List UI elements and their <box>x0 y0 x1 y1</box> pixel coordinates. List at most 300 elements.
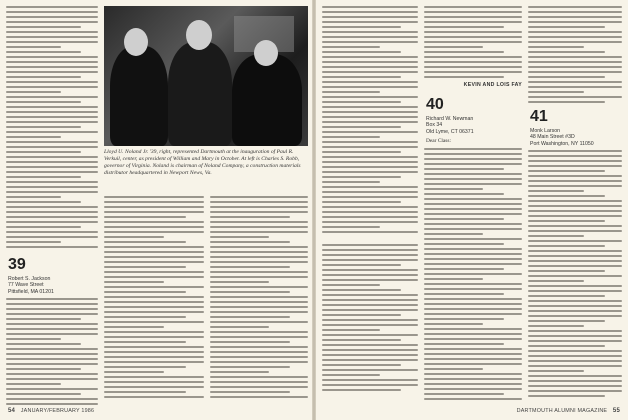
text-line <box>210 281 269 283</box>
text-line <box>528 76 605 78</box>
text-line <box>528 190 584 192</box>
text-line <box>6 166 98 168</box>
text-line <box>6 328 98 330</box>
text-line <box>210 221 308 223</box>
text-line <box>322 254 418 256</box>
text-line <box>6 96 98 98</box>
text-line <box>6 206 98 208</box>
right-footer <box>517 408 620 414</box>
text-line <box>528 360 622 362</box>
text-line <box>322 121 418 123</box>
text-line <box>104 316 186 318</box>
text-line <box>322 231 418 233</box>
text-line <box>322 41 418 43</box>
text-line <box>6 181 98 183</box>
text-line <box>424 198 522 200</box>
class-40-salutation: Dear Class: <box>426 138 452 144</box>
text-line <box>210 236 269 238</box>
text-line <box>424 31 522 33</box>
text-line <box>424 298 522 300</box>
text-line <box>424 293 504 295</box>
text-line <box>528 225 622 227</box>
class-number-40: 40 <box>426 96 444 113</box>
signature-kevin-lois-fay: KEVIN AND LOIS FAY <box>463 82 522 88</box>
text-line <box>424 66 522 68</box>
text-line <box>104 361 204 363</box>
text-line <box>6 141 98 143</box>
text-line <box>528 205 622 207</box>
text-line <box>210 331 308 333</box>
text-line <box>322 264 401 266</box>
text-line <box>424 308 522 310</box>
text-line <box>322 309 418 311</box>
text-line <box>322 126 401 128</box>
text-line <box>210 226 308 228</box>
text-line <box>528 230 622 232</box>
text-line <box>322 81 418 83</box>
text-line <box>424 318 504 320</box>
text-line <box>104 351 204 353</box>
text-line <box>528 385 622 387</box>
text-line <box>6 171 98 173</box>
text-line <box>322 374 380 376</box>
text-line <box>322 314 401 316</box>
text-line <box>528 51 605 53</box>
text-line <box>6 66 98 68</box>
text-line <box>6 11 98 13</box>
text-line <box>6 46 61 48</box>
text-line <box>322 389 401 391</box>
text-line <box>322 21 418 23</box>
text-line <box>528 16 622 18</box>
text-line <box>6 236 98 238</box>
text-line <box>424 273 522 275</box>
text-line <box>104 381 204 383</box>
text-line <box>104 331 204 333</box>
text-line <box>6 156 98 158</box>
text-line <box>528 295 605 297</box>
text-line <box>528 345 605 347</box>
text-line <box>6 76 81 78</box>
text-line <box>322 221 418 223</box>
text-line <box>322 101 401 103</box>
text-line <box>528 31 622 33</box>
text-line <box>6 26 81 28</box>
text-line <box>528 270 605 272</box>
text-line <box>104 376 204 378</box>
text-line <box>322 216 418 218</box>
text-line <box>104 306 204 308</box>
text-line <box>322 11 418 13</box>
text-line <box>424 278 483 280</box>
text-line <box>322 384 418 386</box>
text-line <box>322 111 418 113</box>
text-line <box>210 276 308 278</box>
text-line <box>6 151 81 153</box>
text-line <box>6 81 98 83</box>
text-line <box>528 26 605 28</box>
text-line <box>104 321 204 323</box>
text-line <box>6 363 98 365</box>
text-line <box>528 195 605 197</box>
text-line <box>424 56 522 58</box>
text-line <box>6 398 98 400</box>
text-line <box>104 236 164 238</box>
text-line <box>322 339 401 341</box>
text-line <box>104 256 204 258</box>
text-line <box>322 86 418 88</box>
class-40-address: Richard W. Newman Box 34 Old Lyme, CT 06371 <box>426 116 474 135</box>
text-line <box>322 269 418 271</box>
text-line <box>424 158 522 160</box>
text-line <box>424 388 522 390</box>
text-line <box>6 323 98 325</box>
text-line <box>322 334 418 336</box>
text-line <box>210 311 308 313</box>
text-line <box>210 246 308 248</box>
text-line <box>528 81 622 83</box>
text-line <box>322 176 401 178</box>
text-line <box>322 116 418 118</box>
text-line <box>104 196 204 198</box>
text-line <box>6 36 98 38</box>
text-line <box>528 350 622 352</box>
text-line <box>104 311 204 313</box>
right-page <box>316 0 628 420</box>
text-line <box>424 163 522 165</box>
text-line <box>528 46 584 48</box>
text-line <box>424 373 522 375</box>
text-line <box>210 296 308 298</box>
text-line <box>528 86 622 88</box>
text-line <box>104 341 186 343</box>
text-line <box>322 146 418 148</box>
text-line <box>528 160 622 162</box>
text-line <box>104 261 204 263</box>
text-line <box>322 56 418 58</box>
text-line <box>104 246 204 248</box>
text-line <box>424 21 522 23</box>
text-line <box>6 378 98 380</box>
text-line <box>528 170 605 172</box>
magazine-name: DARTMOUTH ALUMNI MAGAZINE <box>516 408 608 414</box>
text-line <box>424 328 522 330</box>
text-line <box>424 183 522 185</box>
text-line <box>424 243 504 245</box>
text-line <box>424 168 504 170</box>
text-line <box>424 193 504 195</box>
text-line <box>6 383 61 385</box>
text-line <box>528 21 622 23</box>
text-line <box>322 31 418 33</box>
text-line <box>528 215 622 217</box>
text-line <box>6 388 98 390</box>
text-line <box>6 373 98 375</box>
text-line <box>322 369 418 371</box>
text-line <box>6 131 98 133</box>
class-39-address: Robert S. Jackson 77 Wave Street Pittsfield, MA 01201 <box>8 276 54 295</box>
text-line <box>424 153 522 155</box>
text-line <box>528 175 622 177</box>
text-line <box>322 249 418 251</box>
text-line <box>528 150 622 152</box>
text-line <box>528 101 605 103</box>
photo-caption: Lloyd U. Noland Jr. '39, right, represented Dartmouth at the inauguration of Paul R. Verkuil, center, as president of William and Mary in October. At left is Charles S. Robb, governor of Virginia. Noland is chairman of Noland Company, a construction materials distributor headquartered in Newport News, Va. <box>104 149 301 176</box>
text-line <box>6 91 61 93</box>
text-line <box>6 216 98 218</box>
text-line <box>322 131 418 133</box>
text-line <box>6 343 81 345</box>
text-line <box>322 186 418 188</box>
text-line <box>6 16 98 18</box>
text-line <box>210 256 308 258</box>
text-line <box>210 306 308 308</box>
left-page <box>0 0 312 420</box>
text-line <box>528 71 622 73</box>
page-number-54: 54 <box>8 408 16 414</box>
text-line <box>6 6 98 8</box>
text-line <box>424 288 522 290</box>
text-line <box>104 286 204 288</box>
text-line <box>528 355 622 357</box>
text-line <box>6 308 98 310</box>
text-line <box>528 280 584 282</box>
text-line <box>210 336 308 338</box>
text-line <box>104 291 186 293</box>
text-line <box>528 300 622 302</box>
text-line <box>424 253 522 255</box>
class-number-39: 39 <box>8 256 26 273</box>
text-line <box>322 379 418 381</box>
text-line <box>6 161 98 163</box>
text-line <box>322 211 418 213</box>
text-line <box>322 354 418 356</box>
text-line <box>210 396 308 398</box>
text-line <box>424 233 483 235</box>
text-line <box>210 216 290 218</box>
text-line <box>210 356 308 358</box>
text-line <box>210 326 269 328</box>
text-line <box>424 71 522 73</box>
text-line <box>6 221 98 223</box>
text-line <box>6 353 98 355</box>
text-line <box>424 248 522 250</box>
text-line <box>424 323 483 325</box>
text-line <box>6 368 81 370</box>
text-line <box>6 146 98 148</box>
text-line <box>322 349 418 351</box>
text-line <box>322 289 401 291</box>
text-line <box>322 294 418 296</box>
text-line <box>210 196 308 198</box>
text-line <box>528 260 622 262</box>
text-line <box>528 56 622 58</box>
text-line <box>322 181 380 183</box>
text-line <box>424 353 522 355</box>
text-line <box>6 403 98 405</box>
text-line <box>424 263 522 265</box>
text-line <box>424 188 483 190</box>
text-line <box>322 46 380 48</box>
text-line <box>528 235 584 237</box>
text-line <box>528 66 622 68</box>
text-line <box>424 6 522 8</box>
text-line <box>6 56 98 58</box>
text-line <box>322 26 401 28</box>
text-line <box>322 6 418 8</box>
text-line <box>322 319 418 321</box>
text-line <box>6 298 98 300</box>
text-line <box>424 218 504 220</box>
text-line <box>424 76 504 78</box>
text-line <box>322 359 418 361</box>
text-line <box>210 201 308 203</box>
text-line <box>210 251 308 253</box>
text-line <box>528 185 622 187</box>
text-line <box>528 390 622 392</box>
text-line <box>528 365 622 367</box>
text-line <box>210 346 308 348</box>
text-line <box>424 213 522 215</box>
text-line <box>322 91 380 93</box>
text-line <box>210 231 308 233</box>
text-line <box>322 151 401 153</box>
text-line <box>104 356 204 358</box>
text-line <box>322 226 380 228</box>
text-line <box>322 36 418 38</box>
text-line <box>104 391 186 393</box>
text-line <box>6 126 81 128</box>
text-line <box>424 343 504 345</box>
text-line <box>424 303 522 305</box>
text-line <box>104 281 164 283</box>
text-line <box>6 101 81 103</box>
text-line <box>6 303 98 305</box>
text-line <box>424 398 522 400</box>
text-line <box>424 363 522 365</box>
text-line <box>528 255 622 257</box>
text-line <box>210 291 290 293</box>
text-line <box>210 206 308 208</box>
text-line <box>6 318 81 320</box>
text-line <box>6 186 98 188</box>
text-line <box>6 31 98 33</box>
class-41-address: Monk Larson 48 Main Street #3D Port Washington, NY 11050 <box>530 128 594 147</box>
text-line <box>424 51 504 53</box>
text-line <box>210 266 290 268</box>
text-line <box>104 396 204 398</box>
text-line <box>528 165 622 167</box>
text-line <box>104 371 164 373</box>
text-line <box>424 258 522 260</box>
text-line <box>6 176 81 178</box>
text-line <box>6 358 98 360</box>
text-line <box>104 211 204 213</box>
text-line <box>528 315 622 317</box>
text-line <box>424 11 522 13</box>
text-line <box>528 305 622 307</box>
text-line <box>528 310 622 312</box>
text-line <box>104 216 186 218</box>
text-line <box>6 211 98 213</box>
text-line <box>424 173 522 175</box>
text-line <box>424 36 522 38</box>
text-line <box>528 275 622 277</box>
text-line <box>322 156 418 158</box>
text-line <box>104 346 204 348</box>
text-line <box>322 206 418 208</box>
text-line <box>322 61 418 63</box>
text-line <box>210 271 308 273</box>
text-line <box>104 366 186 368</box>
text-line <box>322 344 418 346</box>
text-line <box>424 228 522 230</box>
inauguration-photo <box>104 6 308 146</box>
text-line <box>322 244 418 246</box>
text-line <box>322 141 418 143</box>
text-line <box>210 351 308 353</box>
text-line <box>528 265 622 267</box>
text-line <box>528 395 605 397</box>
text-line <box>528 285 622 287</box>
text-line <box>104 251 204 253</box>
text-line <box>528 290 622 292</box>
text-line <box>6 191 98 193</box>
text-line <box>210 211 308 213</box>
text-line <box>424 178 522 180</box>
text-line <box>424 268 504 270</box>
text-line <box>424 238 522 240</box>
text-line <box>322 274 418 276</box>
text-line <box>6 196 61 198</box>
text-line <box>528 210 622 212</box>
text-line <box>210 241 290 243</box>
text-line <box>322 201 401 203</box>
text-line <box>424 333 522 335</box>
text-line <box>424 16 522 18</box>
text-line <box>6 116 98 118</box>
text-line <box>528 11 622 13</box>
text-line <box>528 320 605 322</box>
text-line <box>424 368 483 370</box>
text-line <box>322 304 418 306</box>
text-line <box>6 111 98 113</box>
text-line <box>322 324 418 326</box>
text-line <box>424 46 483 48</box>
text-line <box>528 61 622 63</box>
text-line <box>210 371 269 373</box>
text-line <box>322 279 418 281</box>
text-line <box>210 366 290 368</box>
text-line <box>528 245 605 247</box>
text-line <box>6 241 61 243</box>
text-line <box>322 161 418 163</box>
text-line <box>424 26 504 28</box>
text-line <box>528 370 584 372</box>
text-line <box>6 136 61 138</box>
text-line <box>528 200 622 202</box>
text-line <box>6 121 98 123</box>
text-line <box>424 283 522 285</box>
text-line <box>210 376 308 378</box>
text-line <box>104 221 204 223</box>
text-line <box>322 196 418 198</box>
text-line <box>210 361 308 363</box>
text-line <box>424 148 522 150</box>
text-line <box>104 276 204 278</box>
text-line <box>6 201 81 203</box>
text-line <box>210 316 290 318</box>
